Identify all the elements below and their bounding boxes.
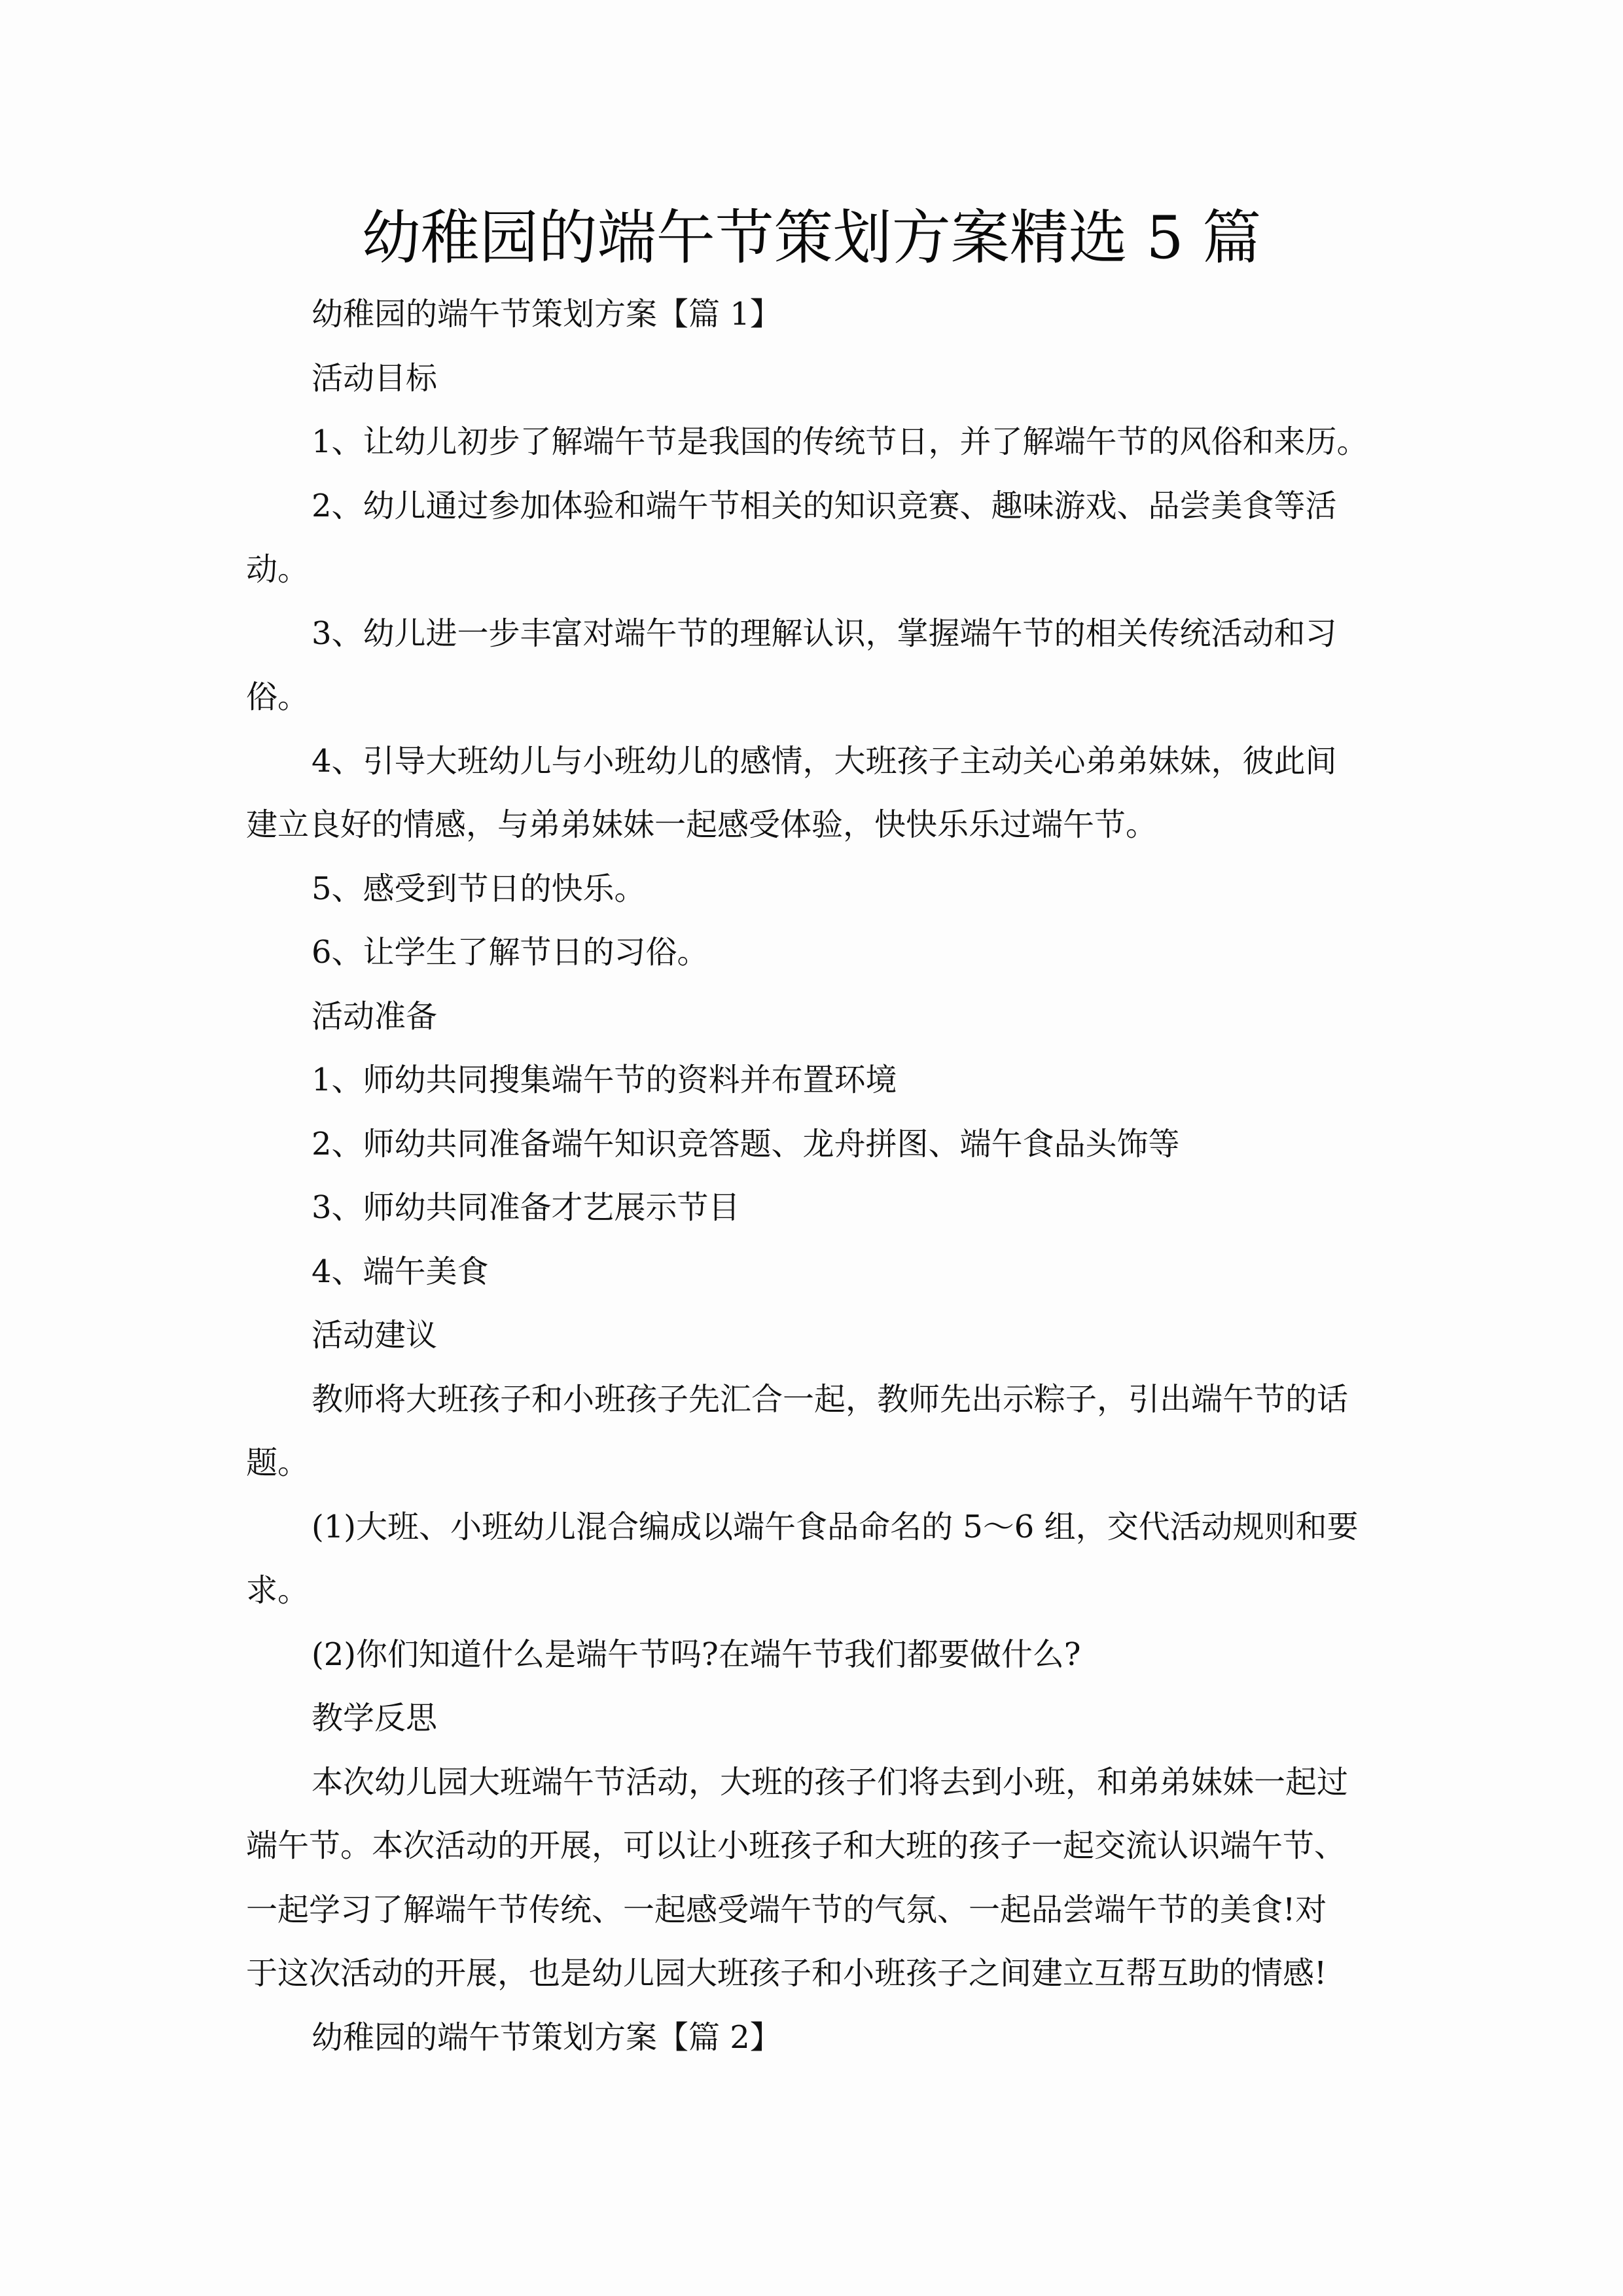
- page-title: 幼稚园的端午节策划方案精选 5 篇: [361, 204, 1262, 272]
- reflection-paragraph-line-3: 一起学习了解端午节传统、一起感受端午节的气氛、一起品尝端午节的美食!对: [246, 1891, 1327, 1928]
- prep-item-2: 2、师幼共同准备端午知识竞答题、龙舟拼图、端午食品头饰等: [312, 1125, 1180, 1162]
- goal-item-4: 4、引导大班幼儿与小班幼儿的感情，大班孩子主动关心弟弟妹妹，彼此间: [312, 742, 1337, 780]
- subheading-activity-suggestions: 活动建议: [312, 1317, 438, 1354]
- suggestion-item-1: (1)大班、小班幼儿混合编成以端午食品命名的 5～6 组，交代活动规则和要: [312, 1508, 1359, 1545]
- reflection-paragraph-line-2: 端午节。本次活动的开展，可以让小班孩子和大班的孩子一起交流认识端午节、: [246, 1827, 1346, 1864]
- subheading-activity-preparation: 活动准备: [312, 997, 438, 1035]
- suggestion-paragraph: 教师将大班孩子和小班孩子先汇合一起，教师先出示粽子，引出端午节的话: [312, 1380, 1349, 1418]
- suggestion-item-1-continued: 求。: [246, 1572, 310, 1609]
- goal-item-5: 5、感受到节日的快乐。: [312, 870, 646, 907]
- goal-item-4-continued: 建立良好的情感，与弟弟妹妹一起感受体验，快快乐乐过端午节。: [246, 806, 1158, 843]
- document-body: [246, 283, 1411, 2070]
- goal-item-1: 1、让幼儿初步了解端午节是我国的传统节日，并了解端午节的风俗和来历。: [312, 423, 1368, 460]
- goal-item-6: 6、让学生了解节日的习俗。: [312, 934, 709, 971]
- goal-item-3: 3、幼儿进一步丰富对端午节的理解认识，掌握端午节的相关传统活动和习: [312, 615, 1337, 652]
- subheading-activity-goals: 活动目标: [312, 359, 438, 397]
- section-heading-part-1: 幼稚园的端午节策划方案【篇 1】: [312, 296, 781, 332]
- suggestion-item-2: (2)你们知道什么是端午节吗?在端午节我们都要做什么?: [312, 1636, 1081, 1673]
- reflection-paragraph: 本次幼儿园大班端午节活动，大班的孩子们将去到小班，和弟弟妹妹一起过: [312, 1763, 1349, 1801]
- subheading-teaching-reflection: 教学反思: [312, 1700, 438, 1736]
- goal-item-2-continued: 动。: [246, 551, 310, 588]
- goal-item-3-continued: 俗。: [246, 679, 310, 715]
- suggestion-paragraph-continued: 题。: [246, 1444, 310, 1481]
- prep-item-4: 4、端午美食: [312, 1253, 489, 1290]
- reflection-paragraph-line-4: 于这次活动的开展，也是幼儿园大班孩子和小班孩子之间建立互帮互助的情感!: [246, 1955, 1327, 1992]
- prep-item-1: 1、师幼共同搜集端午节的资料并布置环境: [312, 1062, 897, 1098]
- prep-item-3: 3、师幼共同准备才艺展示节目: [312, 1189, 740, 1226]
- section-heading-part-2: 幼稚园的端午节策划方案【篇 2】: [312, 2018, 781, 2056]
- goal-item-2: 2、幼儿通过参加体验和端午节相关的知识竞赛、趣味游戏、品尝美食等活: [312, 487, 1337, 524]
